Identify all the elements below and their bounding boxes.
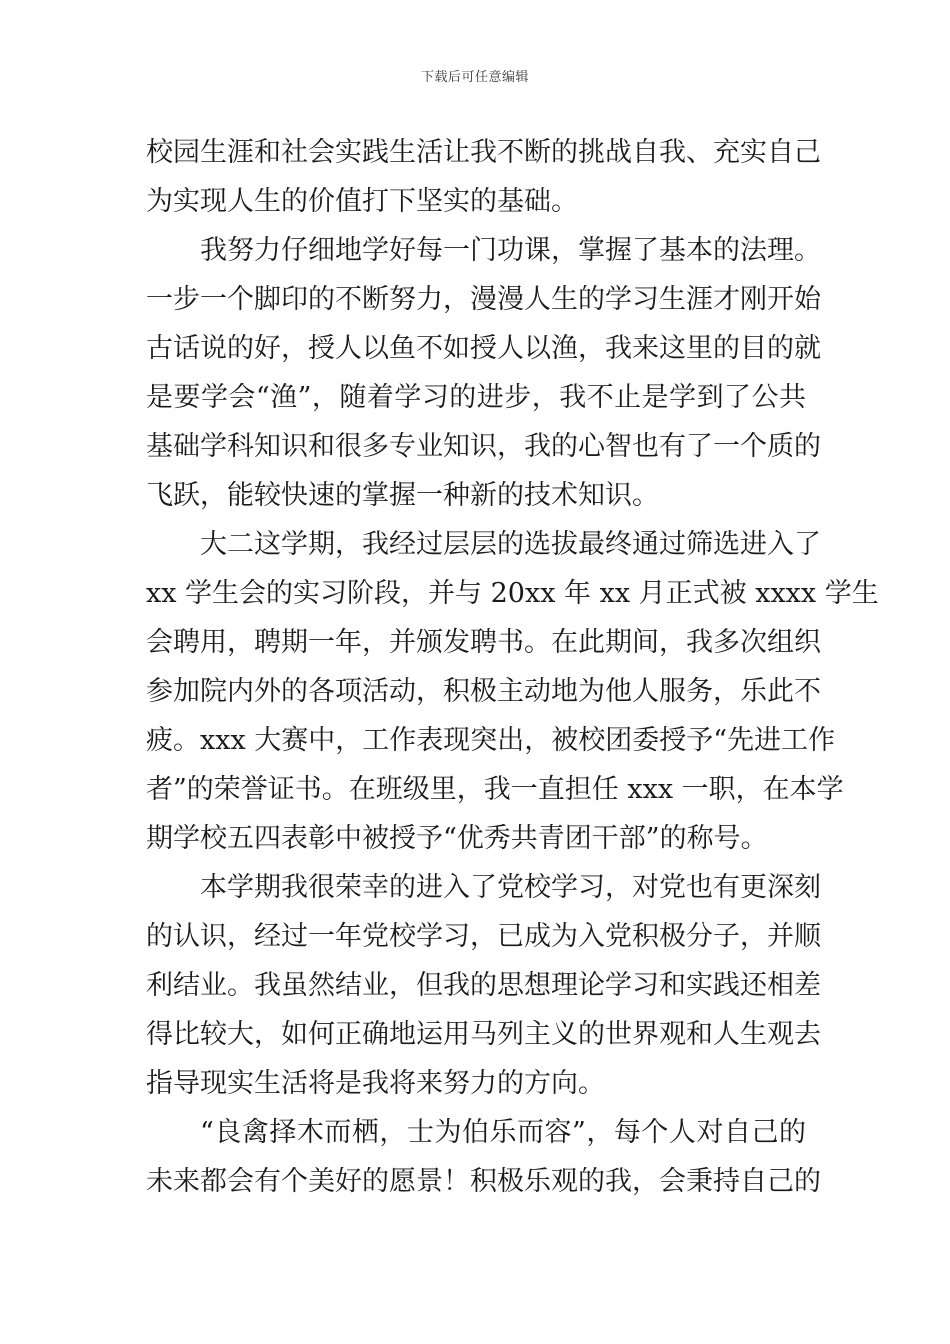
text-line: “良禽择木而栖，士为伯乐而容”，每个人对自己的 <box>200 1117 806 1148</box>
text-line: 的认识，经过一年党校学习，已成为入党积极分子，并顺 <box>146 921 821 952</box>
text-line: 会聘用，聘期一年，并颁发聘书。在此期间，我多次组织 <box>146 627 821 658</box>
text-line: 期学校五四表彰中被授予“优秀共青团干部”的称号。 <box>146 823 768 854</box>
text-line: xx 学生会的实习阶段，并与 20xx 年 xx 月正式被 xxxx 学生 <box>146 578 879 609</box>
text-line: 飞跃，能较快速的掌握一种新的技术知识。 <box>146 480 659 511</box>
text-line: 参加院内外的各项活动，积极主动地为他人服务，乐此不 <box>146 676 821 707</box>
text-line: 利结业。我虽然结业，但我的思想理论学习和实践还相差 <box>146 970 821 1001</box>
text-line: 是要学会“渔”，随着学习的进步，我不止是学到了公共 <box>146 382 806 413</box>
text-line: 我努力仔细地学好每一门功课，掌握了基本的法理。 <box>200 235 821 266</box>
text-line: 本学期我很荣幸的进入了党校学习，对党也有更深刻 <box>200 872 821 903</box>
text-line: 者”的荣誉证书。在班级里，我一直担任 xxx 一职，在本学 <box>146 774 844 805</box>
text-line: 指导现实生活将是我将来努力的方向。 <box>146 1068 605 1099</box>
header-note: 下载后可任意编辑 <box>420 70 529 85</box>
text-line: 古话说的好，授人以鱼不如授人以渔，我来这里的目的就 <box>146 333 821 364</box>
text-line: 大二这学期，我经过层层的选拔最终通过筛选进入了 <box>200 529 821 560</box>
text-line: 得比较大，如何正确地运用马列主义的世界观和人生观去 <box>146 1019 821 1050</box>
text-line: 疲。xxx 大赛中，工作表现突出，被校团委授予“先进工作 <box>146 725 836 756</box>
text-line: 校园生涯和社会实践生活让我不断的挑战自我、充实自己 <box>146 137 821 168</box>
text-line: 基础学科知识和很多专业知识，我的心智也有了一个质的 <box>146 431 821 462</box>
document-body <box>146 128 879 1206</box>
text-line: 为实现人生的价值打下坚实的基础。 <box>146 186 578 217</box>
text-line: 一步一个脚印的不断努力，漫漫人生的学习生涯才刚开始 <box>146 284 821 315</box>
text-line: 未来都会有个美好的愿景！积极乐观的我，会秉持自己的 <box>146 1166 821 1197</box>
